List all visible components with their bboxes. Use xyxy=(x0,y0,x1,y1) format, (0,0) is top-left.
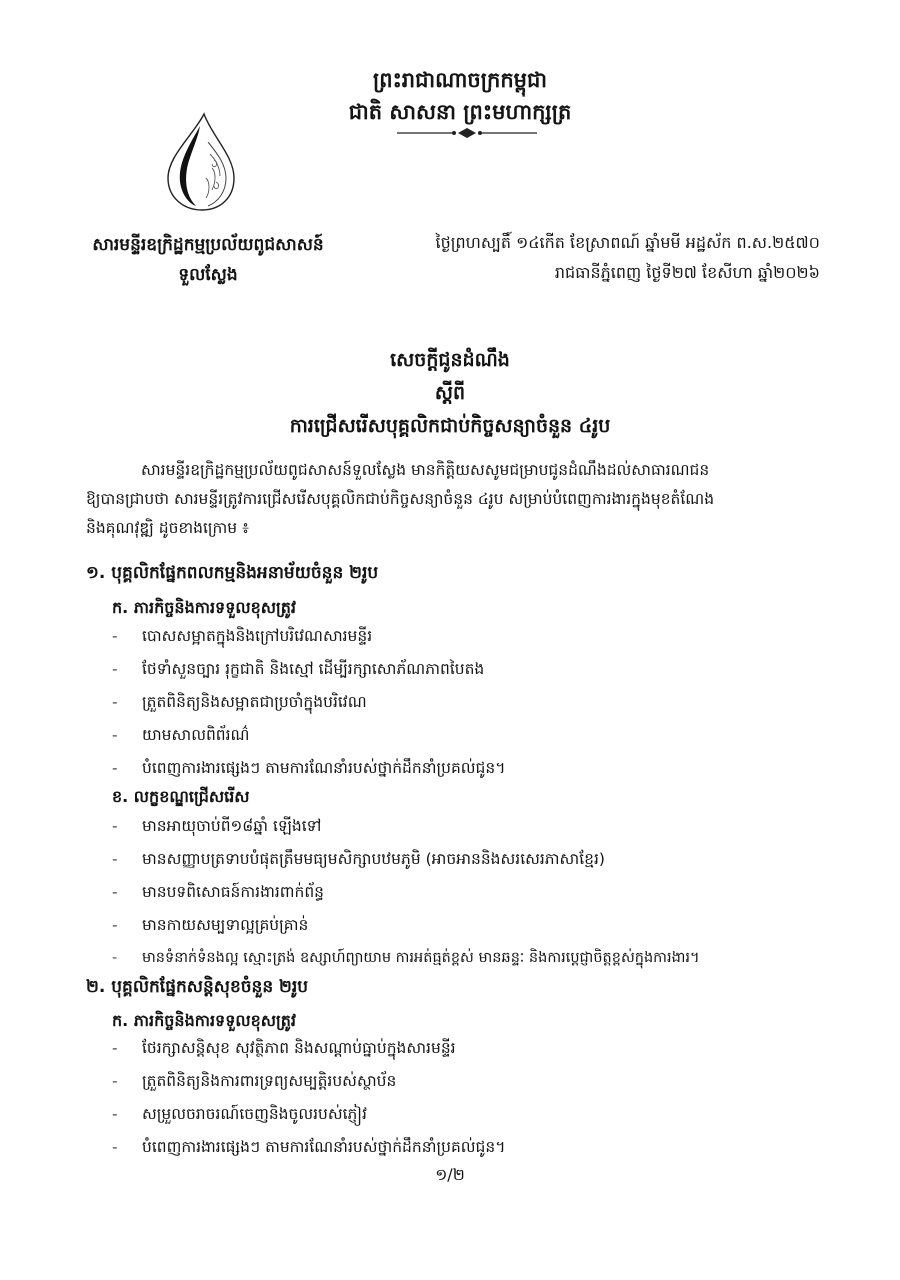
title-line-3: ការជ្រើសរើសបុគ្គលិកជាប់កិច្ចសន្យាចំនួន ៤រូប xyxy=(289,415,611,437)
list-item-text: ថែរក្សាសន្តិសុខ សុវត្ថិភាព និងសណ្តាប់ធ្នាប់ក្នុងសារមន្ទីរ xyxy=(142,1039,456,1057)
dash-bullet: - xyxy=(112,1072,118,1090)
title-line-2: ស្តីពី xyxy=(434,382,466,404)
header-ornament xyxy=(392,126,542,140)
list-item-text: បោសសម្អាតក្នុងនិងក្រៅបរិវេណសារមន្ទីរ xyxy=(142,627,373,645)
list-item-text: ត្រួតពិនិត្យនិងសម្អាតជាប្រចាំក្នុងបរិវេណ xyxy=(142,693,367,711)
kingdom-name: ព្រះរាជាណាចក្រកម្ពុជា xyxy=(372,68,547,92)
page-number: ១/២ xyxy=(435,1165,465,1184)
intro-paragraph xyxy=(86,456,821,543)
section-1-criteria-list xyxy=(112,810,832,975)
list-item-text: មានអាយុចាប់ពី១៨ឆ្នាំ ឡើងទៅ xyxy=(142,817,322,835)
section-2-duties-list xyxy=(112,1032,832,1164)
list-item xyxy=(112,1065,832,1098)
section-1-duties-list xyxy=(112,620,832,785)
dash-bullet: - xyxy=(112,916,118,934)
intro-line: និងគុណវុឌ្ឍិ ដូចខាងក្រោម ៖ xyxy=(86,519,249,537)
dash-bullet: - xyxy=(112,1105,118,1123)
dash-bullet: - xyxy=(112,627,118,645)
intro-line: សារមន្ទីរឧក្រិដ្ឋកម្មប្រល័យពូជសាសន៍ទួលស្លែង មានកិត្តិយសសូមជម្រាបជូនដំណឹងដល់សាធារណជន xyxy=(141,461,710,479)
list-item-text: ត្រួតពិនិត្យនិងការពារទ្រព្យសម្បត្តិរបស់ស្ថាប័ន xyxy=(142,1072,397,1090)
list-item xyxy=(112,752,832,785)
title-line-1: សេចក្តីជូនដំណឹង xyxy=(390,349,510,371)
dash-bullet: - xyxy=(112,817,118,835)
dash-bullet: - xyxy=(112,726,118,744)
museum-logo xyxy=(150,112,250,212)
section-2-heading: ២. បុគ្គលិកផ្នែកសន្តិសុខចំនួន ២រូប xyxy=(86,977,309,997)
dash-bullet: - xyxy=(112,759,118,777)
list-item-text: បំពេញការងារផ្សេងៗ តាមការណែនាំរបស់ថ្នាក់ដឹកនាំប្រគល់ជូន។ xyxy=(142,1138,506,1156)
list-item xyxy=(112,810,832,843)
list-item-text: មានកាយសម្បទាល្អគ្រប់គ្រាន់ xyxy=(142,916,309,934)
dash-bullet: - xyxy=(112,1039,118,1057)
list-item-text: បំពេញការងារផ្សេងៗ តាមការណែនាំរបស់ថ្នាក់ដឹកនាំប្រគល់ជូន។ xyxy=(142,759,506,777)
dash-bullet: - xyxy=(112,1138,118,1156)
list-item xyxy=(112,1098,832,1131)
issuing-office xyxy=(58,230,358,290)
dash-bullet: - xyxy=(112,693,118,711)
list-item-text: យាមសាលពិព័រណ៌ xyxy=(142,726,250,744)
section-2-duties-heading: ក. ភារកិច្ចនិងការទទួលខុសត្រូវ xyxy=(112,1011,296,1030)
list-item xyxy=(112,909,832,942)
list-item xyxy=(112,653,832,686)
list-item xyxy=(112,620,832,653)
section-1-heading: ១. បុគ្គលិកផ្នែកពលកម្មនិងអនាម័យចំនួន ២រូប xyxy=(86,563,379,583)
office-name: សារមន្ទីរឧក្រិដ្ឋកម្មប្រល័យពូជសាសន៍ xyxy=(92,235,324,255)
dash-bullet: - xyxy=(112,883,118,901)
office-location: ទួលស្លែង xyxy=(178,265,238,285)
solar-date: រាជធានីភ្នំពេញ ថ្ងៃទី២៧ ខែសីហា ឆ្នាំ២០២៦ xyxy=(554,263,820,282)
list-item xyxy=(112,1131,832,1164)
dash-bullet: - xyxy=(112,950,118,966)
list-item xyxy=(112,1032,832,1065)
dash-bullet: - xyxy=(112,850,118,868)
section-1-duties-heading: ក. ភារកិច្ចនិងការទទួលខុសត្រូវ xyxy=(112,598,296,617)
national-motto: ជាតិ សាសនា ព្រះមហាក្សត្រ xyxy=(348,100,572,124)
list-item xyxy=(112,686,832,719)
section-1-criteria-heading: ខ. លក្ខខណ្ឌជ្រើសរើស xyxy=(112,787,250,806)
intro-line: ឱ្យបានជ្រាបថា សារមន្ទីរត្រូវការជ្រើសរើសបុគ្គលិកជាប់កិច្ចសន្យាចំនួន ៤រូប សម្រាប់បំពេញការងារក្នុងមុខតំណែង xyxy=(86,490,715,508)
list-item xyxy=(112,843,832,876)
list-item-text: មានទំនាក់ទំនងល្អ ស្មោះត្រង់ ឧស្សាហ៍ព្យាយាម ការអត់ធ្មត់ខ្ពស់ មានឆន្ទៈ និងការប្តេជ្ញាចិត្តខ្ពស់ក្នុងការងារ។ xyxy=(142,950,700,966)
date-block xyxy=(370,228,820,288)
list-item-text: មានសញ្ញាបត្រទាបបំផុតត្រឹមមធ្យមសិក្សាបឋមភូមិ (អាចអាននិងសរសេរភាសាខ្មែរ) xyxy=(142,850,605,868)
list-item-text: សម្រួលចរាចរណ៍ចេញនិងចូលរបស់ភ្ញៀវ xyxy=(142,1105,367,1123)
lunar-date: ថ្ងៃព្រហស្បតិ៍ ១៤កើត ខែស្រាពណ៍ ឆ្នាំមមី អដ្ឋស័ក ព.ស.២៥៧០ xyxy=(435,233,820,252)
notice-title xyxy=(180,344,720,443)
list-item-text: ថែទាំសួនច្បារ រុក្ខជាតិ និងស្មៅ ដើម្បីរក្សាសោភ័ណភាពបៃតង xyxy=(142,660,485,678)
national-header xyxy=(290,64,630,128)
list-item xyxy=(112,876,832,909)
dash-bullet: - xyxy=(112,660,118,678)
list-item-text: មានបទពិសោធន៍ការងារពាក់ព័ន្ធ xyxy=(142,883,325,901)
list-item xyxy=(112,942,832,975)
list-item xyxy=(112,719,832,752)
